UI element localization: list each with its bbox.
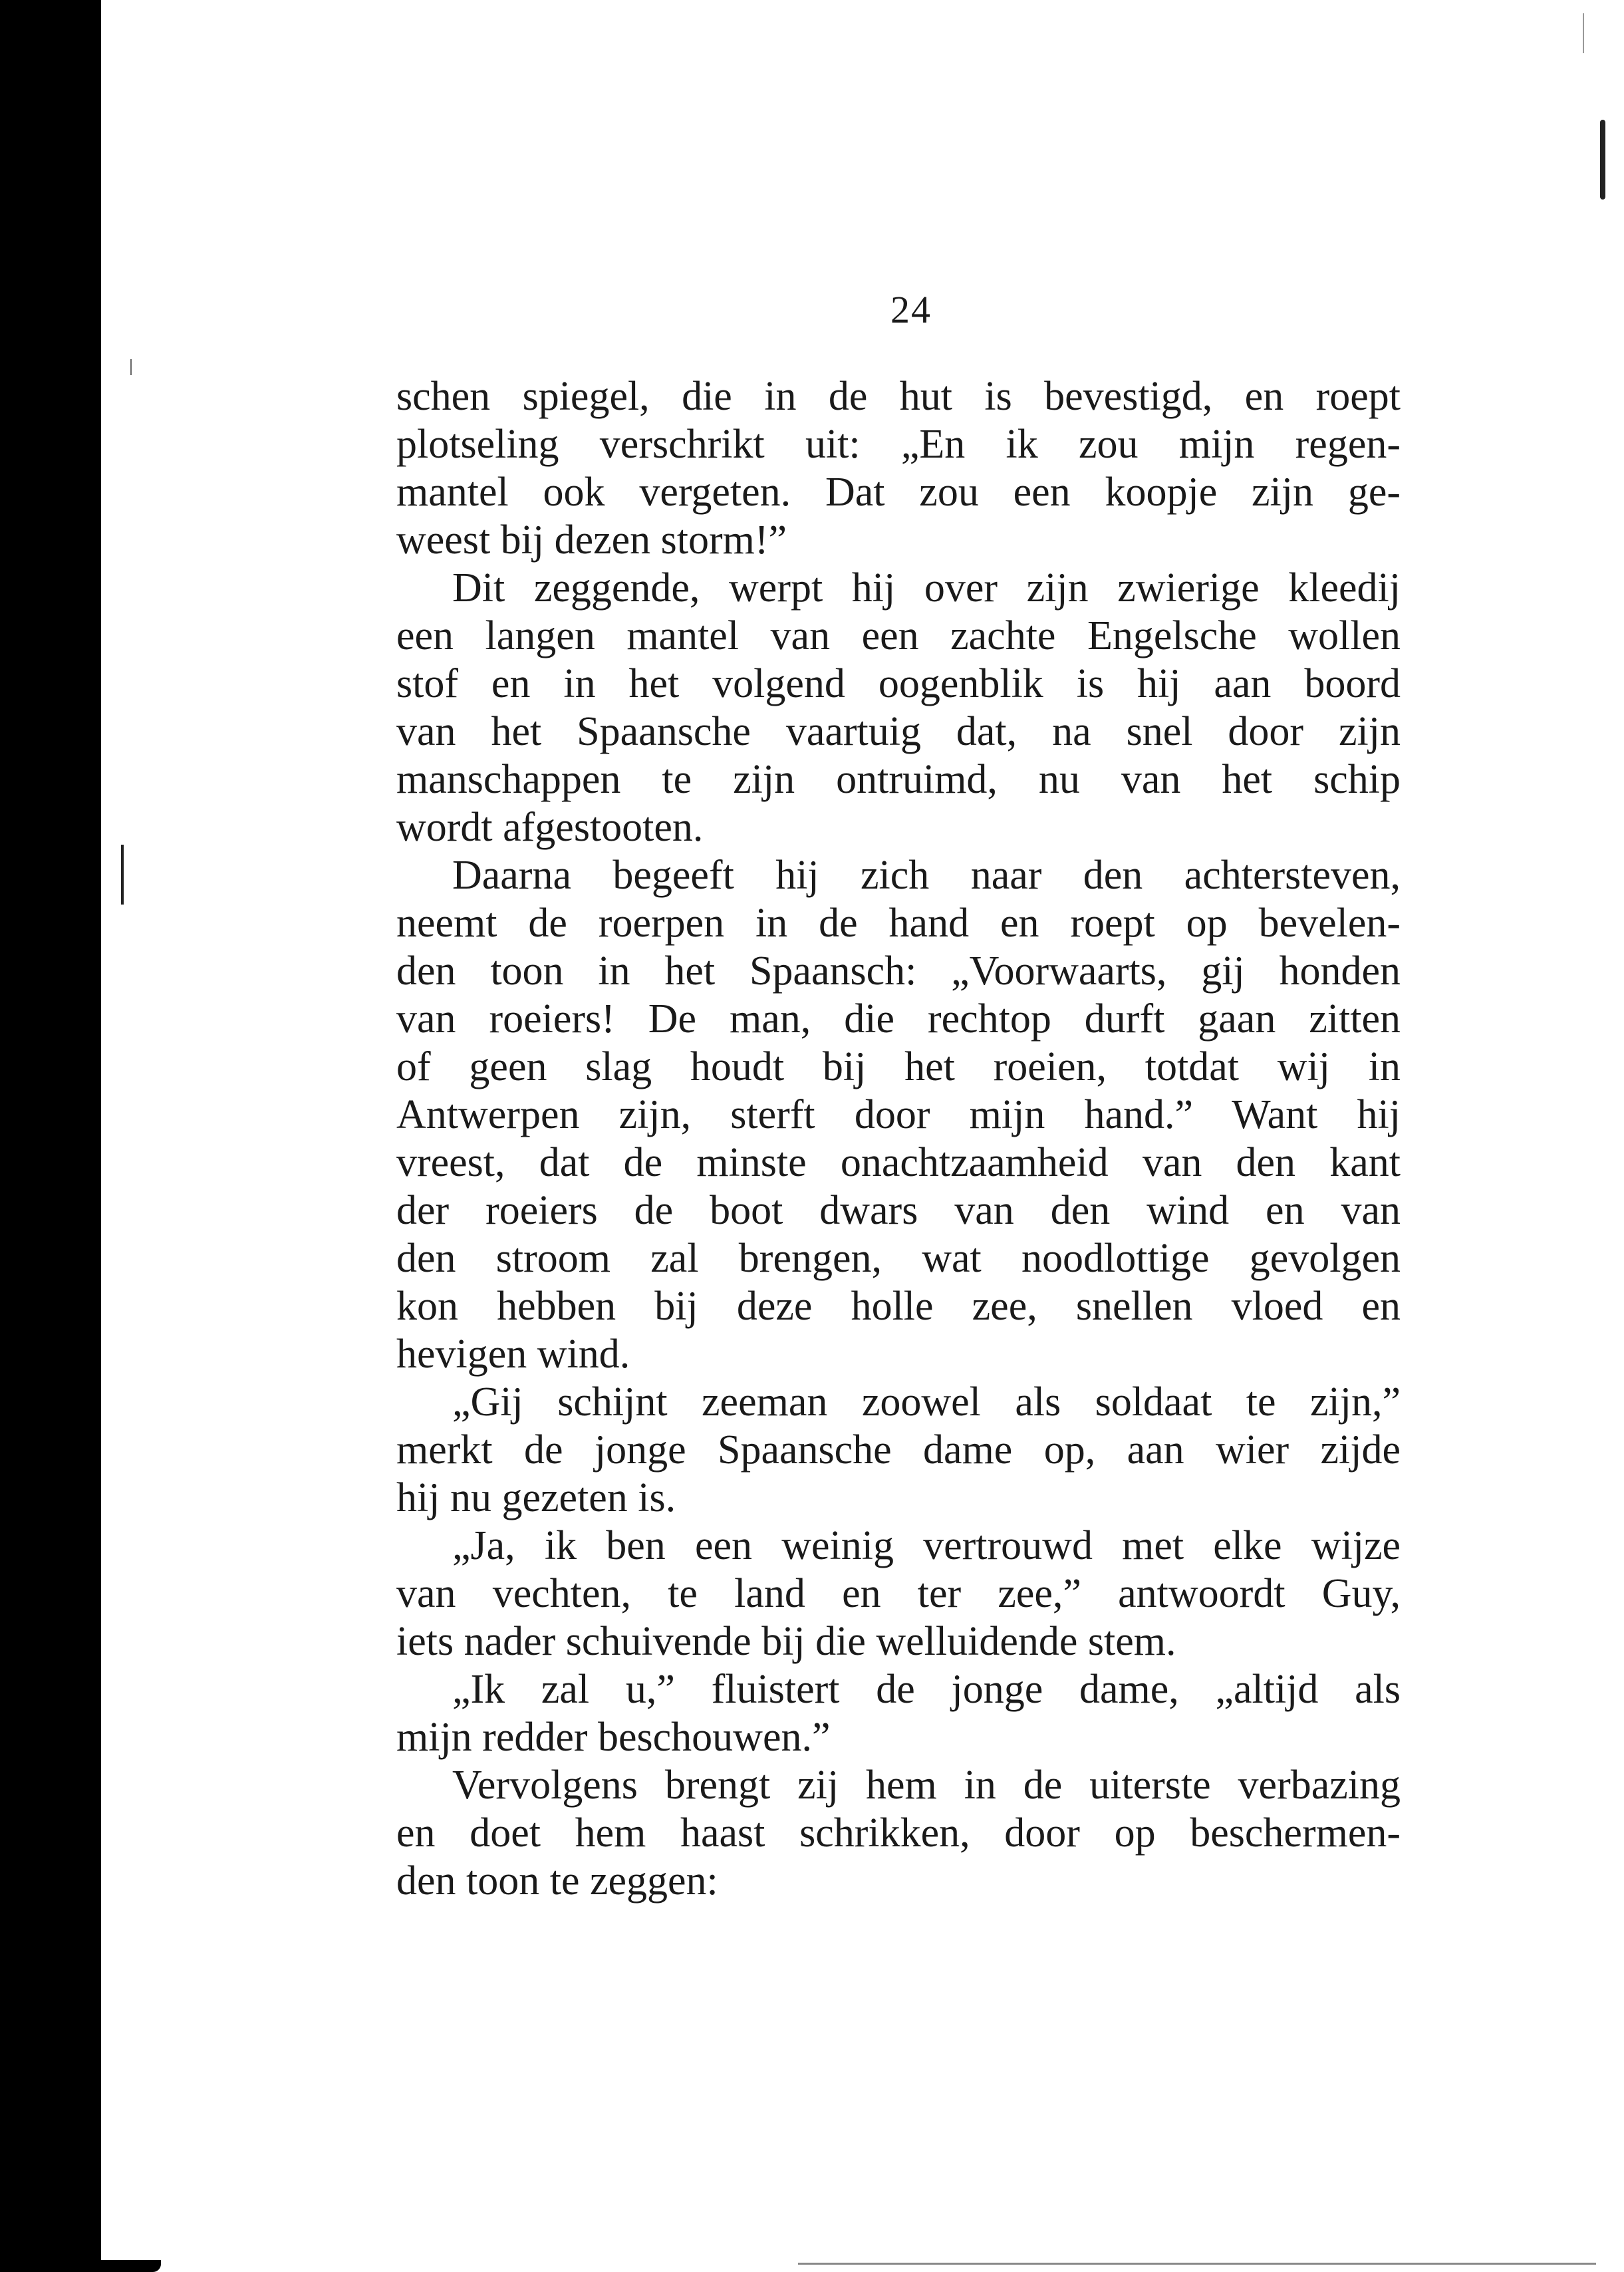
- text-line: kon hebben bij deze holle zee, snellen vloed en: [396, 1284, 1401, 1329]
- text-line: stof en in het volgend oogenblik is hij aan boord: [396, 661, 1401, 706]
- text-line: hevigen wind.: [396, 1332, 630, 1377]
- margin-mark-right-thin: [1583, 13, 1584, 53]
- text-line: een langen mantel van een zachte Engelsche wollen: [396, 613, 1401, 658]
- text-line: neemt de roerpen in de hand en roept op bevelen-: [396, 901, 1401, 946]
- text-line: van roeiers! De man, die rechtop durft gaan zitten: [396, 996, 1401, 1042]
- text-line: plotseling verschrikt uit: „En ik zou mijn regen-: [396, 422, 1401, 467]
- text-line: van vechten, te land en ter zee,” antwoordt Guy,: [396, 1571, 1401, 1616]
- body-text: [396, 372, 1401, 1905]
- text-line: Vervolgens brengt zij hem in de uiterste verbazing: [452, 1763, 1401, 1808]
- text-line: „Ja, ik ben een weinig vertrouwd met elke wijze: [452, 1523, 1401, 1568]
- text-line: mantel ook vergeten. Dat zou een koopje zijn ge-: [396, 470, 1401, 515]
- text-line: den toon te zeggen:: [396, 1858, 718, 1904]
- scan-binding-edge: [0, 0, 101, 2272]
- text-line: den stroom zal brengen, wat noodlottige gevolgen: [396, 1236, 1401, 1281]
- text-line: iets nader schuivende bij die welluidende stem.: [396, 1619, 1176, 1664]
- margin-mark-left-small: [130, 359, 132, 375]
- text-line: mijn redder beschouwen.”: [396, 1715, 831, 1760]
- text-line: van het Spaansche vaartuig dat, na snel door zijn: [396, 709, 1401, 754]
- text-line: „Ik zal u,” fluistert de jonge dame, „altijd als: [452, 1667, 1401, 1712]
- scan-bottom-line: [798, 2263, 1596, 2265]
- text-line: hij nu gezeten is.: [396, 1475, 676, 1520]
- page-number: 24: [890, 288, 932, 331]
- text-line: Daarna begeeft hij zich naar den achtersteven,: [452, 853, 1401, 898]
- scan-binding-edge-tail: [101, 2260, 161, 2272]
- text-line: den toon in het Spaansch: „Voorwaarts, gij honden: [396, 948, 1401, 994]
- text-line: wordt afgestooten.: [396, 805, 704, 850]
- text-line: Dit zeggende, werpt hij over zijn zwierige kleedij: [452, 565, 1401, 611]
- text-line: merkt de jonge Spaansche dame op, aan wier zijde: [396, 1427, 1401, 1473]
- text-line: vreest, dat de minste onachtzaamheid van den kant: [396, 1140, 1401, 1185]
- text-line: weest bij dezen storm!”: [396, 517, 787, 563]
- text-line: Antwerpen zijn, sterft door mijn hand.” Want hij: [396, 1092, 1401, 1137]
- text-line: of geen slag houdt bij het roeien, totdat wij in: [396, 1044, 1401, 1089]
- margin-mark-left: [121, 845, 124, 905]
- text-line: manschappen te zijn ontruimd, nu van het schip: [396, 757, 1401, 802]
- text-line: en doet hem haast schrikken, door op beschermen-: [396, 1810, 1401, 1856]
- margin-mark-right: [1600, 120, 1605, 200]
- text-line: schen spiegel, die in de hut is bevestigd, en roept: [396, 374, 1401, 419]
- text-line: „Gij schijnt zeeman zoowel als soldaat te zijn,”: [452, 1379, 1401, 1425]
- text-line: der roeiers de boot dwars van den wind en van: [396, 1188, 1401, 1233]
